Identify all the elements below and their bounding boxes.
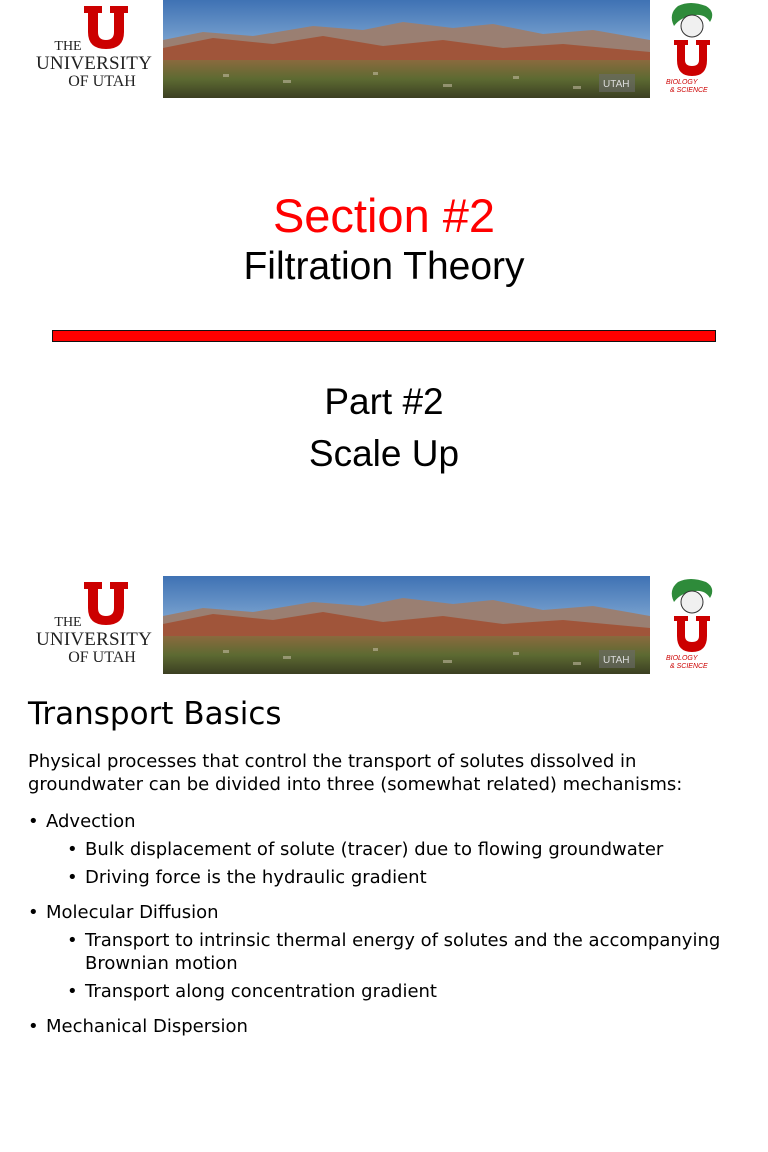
mascot-icon: [660, 0, 728, 94]
red-divider-bar: [52, 330, 716, 342]
mascot-text-2: & SCIENCE: [670, 87, 708, 94]
sub-list-item: • Transport along concentration gradient: [28, 980, 748, 1003]
part-number: Part #2: [324, 381, 444, 422]
logo-university: UNIVERSITY: [36, 629, 152, 650]
salt-lake-panorama-banner: [163, 0, 650, 98]
logo-university: UNIVERSITY: [36, 53, 152, 74]
slide-heading: Transport Basics: [28, 696, 282, 732]
banner-watermark: UTAH: [603, 79, 630, 90]
mechanisms-list: [28, 804, 748, 1038]
slide-transport-basics: [0, 576, 768, 1152]
list-item: • Molecular Diffusion: [28, 901, 748, 924]
mascot-text-2: & SCIENCE: [670, 663, 708, 670]
utah-utes-mascot-logo: [660, 0, 728, 94]
banner-watermark: UTAH: [603, 655, 630, 666]
sub-list-item: • Driving force is the hydraulic gradient: [28, 866, 748, 889]
section-subtitle: Filtration Theory: [243, 245, 525, 288]
university-of-utah-logo: [30, 4, 158, 96]
logo-the: THE: [54, 615, 82, 630]
salt-lake-panorama-banner: [163, 576, 650, 674]
list-item: • Mechanical Dispersion: [28, 1015, 748, 1038]
logo-of-utah: OF UTAH: [68, 649, 136, 666]
university-of-utah-logo: [30, 580, 158, 672]
mascot-text-1: BIOLOGY: [666, 655, 698, 662]
mascot-text-1: BIOLOGY: [666, 79, 698, 86]
panorama-image-icon: [163, 576, 650, 674]
intro-paragraph: Physical processes that control the transport of solutes dissolved in groundwater can be divided into three (somewhat related) mechanisms:: [28, 751, 683, 795]
mascot-icon: [660, 576, 728, 670]
logo-the: THE: [54, 39, 82, 54]
panorama-image-icon: [163, 0, 650, 98]
sub-list-item: • Transport to intrinsic thermal energy of solutes and the accompanying Brownian motion: [28, 929, 748, 975]
logo-of-utah: OF UTAH: [68, 73, 136, 90]
part-title: Scale Up: [308, 433, 460, 474]
section-title: Section #2: [272, 189, 496, 242]
list-item: • Advection: [28, 810, 748, 833]
utah-utes-mascot-logo: [660, 576, 728, 670]
sub-list-item: • Bulk displacement of solute (tracer) due to flowing groundwater: [28, 838, 748, 861]
